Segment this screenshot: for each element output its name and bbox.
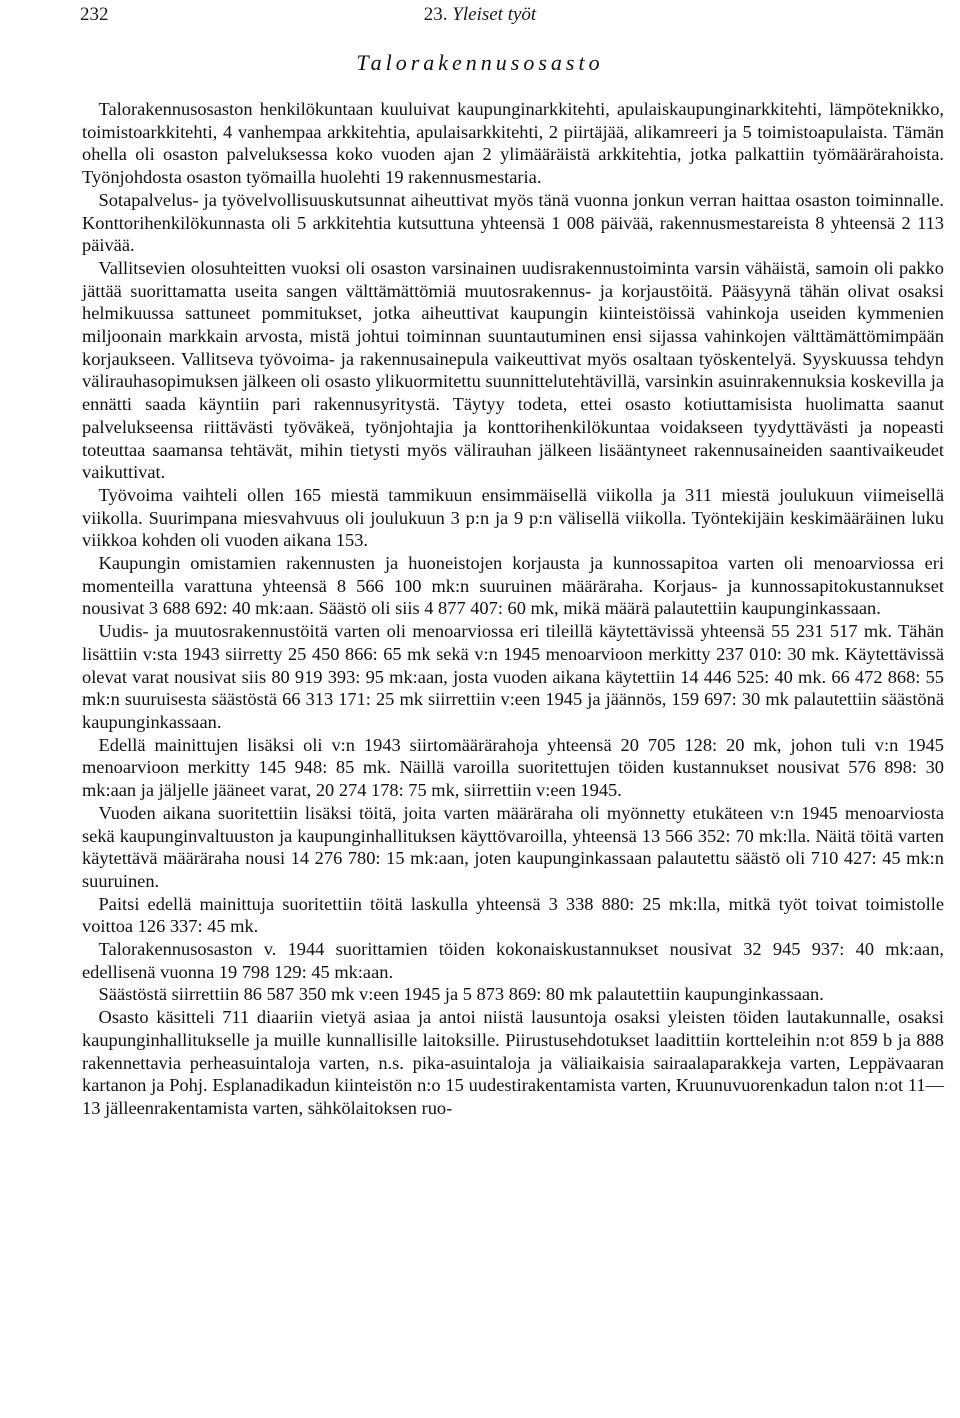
paragraph: Säästöstä siirrettiin 86 587 350 mk v:een 1945 ja 5 873 869: 80 mk palautettiin kaupunginkassaan. bbox=[98, 984, 824, 1005]
paragraph: Työvoima vaihteli ollen 165 miestä tammikuun ensimmäisellä viikolla ja 311 miestä joulukuun viimeisellä viikolla. Suurimpana miesvahvuus oli joulukuun 3 p:n ja 9 p:n välisellä viikolla. Työntekijäin keskimääräinen luku viikkoa kohden oli vuoden aikana 153. bbox=[82, 484, 944, 551]
section-title: Talorakennusosasto bbox=[356, 50, 604, 75]
paragraph: Talorakennusosaston henkilökuntaan kuuluivat kaupunginarkkitehti, apulaiskaupunginarkkitehti, lämpöteknikko, toimistoarkkitehti, 4 vanhempaa arkkitehtia, apulaisarkkitehti, 2 piirtäjää, alikamreeri ja 5 toimistoapulaista. Tämän ohella oli osaston palveluksessa koko vuoden ajan 2 ylimääräistä arkkitehtia, jotka palkattiin työmäärärahoista. Työnjohdosta osaston työmailla huolehti 19 rakennusmestaria. bbox=[82, 99, 944, 188]
paragraph: Sotapalvelus- ja työvelvollisuuskutsunnat aiheuttivat myös tänä vuonna jonkun verran haittaa osaston toiminnalle. Konttorihenkilökunnasta oli 5 arkkitehtia kutsuttuna yhteensä 1 008 päivää, rakennusmestareista 8 yhteensä 2 113 päivää. bbox=[82, 189, 944, 256]
running-head-number: 23. bbox=[423, 4, 448, 25]
body-text bbox=[82, 98, 944, 1120]
paragraph: Vuoden aikana suoritettiin lisäksi töitä, joita varten määräraha oli myönnetty etukäteen v:n 1945 menoarviosta sekä kaupunginvaltuuston ja kaupunginhallituksen käyttövaroilla, yhteensä 13 566 352: 70 mk:lla. Näitä töitä varten käytettävä määräraha nousi 14 276 780: 15 mk:aan, joten kaupunginkassaan palautettu säästö oli 710 427: 45 mk:n suuruinen. bbox=[82, 802, 944, 891]
paragraph: Talorakennusosaston v. 1944 suorittamien töiden kokonaiskustannukset nousivat 32 945 937: 40 mk:aan, edellisenä vuonna 19 798 129: 45 mk:aan. bbox=[82, 939, 944, 982]
paragraph: Uudis- ja muutosrakennustöitä varten oli menoarviossa eri tileillä käytettävissä yhteensä 55 231 517 mk. Tähän lisättiin v:sta 1943 siirretty 25 450 866: 65 mk sekä v:n 1945 menoarvioon merkitty 237 010: 30 mk. Käytettävissä olevat varat nousivat siis 80 919 393: 95 mk:aan, josta vuoden aikana käytettiin 14 446 525: 40 mk. 66 472 868: 55 mk:n suuruisesta säästöstä 66 313 171: 25 mk siirrettiin v:een 1945 ja jäännös, 159 697: 30 mk palautettiin säästönä kaupunginkassaan. bbox=[82, 621, 944, 732]
paragraph: Paitsi edellä mainittuja suoritettiin töitä laskulla yhteensä 3 338 880: 25 mk:lla, mitkä työt toivat toimistolle voittoa 126 337: 45 mk. bbox=[82, 893, 944, 937]
paragraph: Osasto käsitteli 711 diaariin vietyä asiaa ja antoi niistä lausuntoja osaksi yleisten töiden lautakunnalle, osaksi kaupunginhallitukselle ja muille kunnallisille laitoksille. Piirustusehdotukset laadittiin kortteleihin n:ot 859 b ja 888 rakennettavia perheasuintaloja varten, n.s. pika-asuintaloja ja väliaikaisia sairaalaparakkeja varten, Leppävaaran kartanon ja Pohj. Esplanadikadun kiinteistön n:o 15 uudestirakentamista varten, Kruunuvuorenkadun talon n:ot 11—13 jälleenrakentamista varten, sähkölaitoksen ruo- bbox=[82, 1007, 944, 1118]
running-head-title: Yleiset työt bbox=[452, 4, 537, 25]
page-number: 232 bbox=[80, 4, 109, 25]
paragraph: Kaupungin omistamien rakennusten ja huoneistojen korjausta ja kunnossapitoa varten oli menoarviossa eri momenteilla varattuna yhteensä 8 566 100 mk:n suuruinen määräraha. Korjaus- ja kunnossapitokustannukset nousivat 3 688 692: 40 mk:aan. Säästö oli siis 4 877 407: 60 mk, mikä määrä palautettiin kaupunginkassaan. bbox=[82, 553, 944, 619]
paragraph: Edellä mainittujen lisäksi oli v:n 1943 siirtomäärärahoja yhteensä 20 705 128: 20 mk, johon tuli v:n 1945 menoarvioon merkitty 145 948: 85 mk. Näillä varoilla suoritettujen töiden kustannukset nousivat 576 898: 30 mk:aan ja jäljelle jääneet varat, 20 274 178: 75 mk, siirrettiin v:een 1945. bbox=[82, 734, 944, 801]
page-header bbox=[0, 0, 960, 30]
paragraph: Vallitsevien olosuhteitten vuoksi oli osaston varsinainen uudisrakennustoiminta varsin vähäistä, samoin oli pakko jättää suorittamatta useita sangen välttämättömiä muutosrakennus- ja korjaustöitä. Pääsyynä tähän olivat osaksi helmikuussa sattuneet pommitukset, jotka aiheuttivat kaupungin kiinteistöissä vahinkoja useiden kymmenien miljoonain markkain arvosta, mistä johtui toiminnan suuntautuminen ensi sijassa vahinkojen välttämättömimpään korjaukseen. Vallitseva työvoima- ja rakennusainepula vaikeuttivat myös osaltaan työskentelyä. Syyskuussa tehdyn välirauhasopimuksen jälkeen oli osasto ylikuormitettu suunnittelutehtävillä, varsinkin asuinrakennuksia koskevilla ja ennätti saada käyntiin pari rakennusyritystä. Täytyy todeta, ettei osasto kotiuttamisista huolimatta saanut palvelukseensa riittävästi työväkeä, työnjohtajia ja konttorihenkilökuntaa voidakseen tyydyttävästi ja nopeasti toteuttaa saamansa tehtävät, mihin tietysti myös välirauhan jälkeen lisääntyneet rakennusaineiden saantivaikeudet vaikuttivat. bbox=[82, 257, 944, 483]
running-head bbox=[0, 4, 960, 26]
